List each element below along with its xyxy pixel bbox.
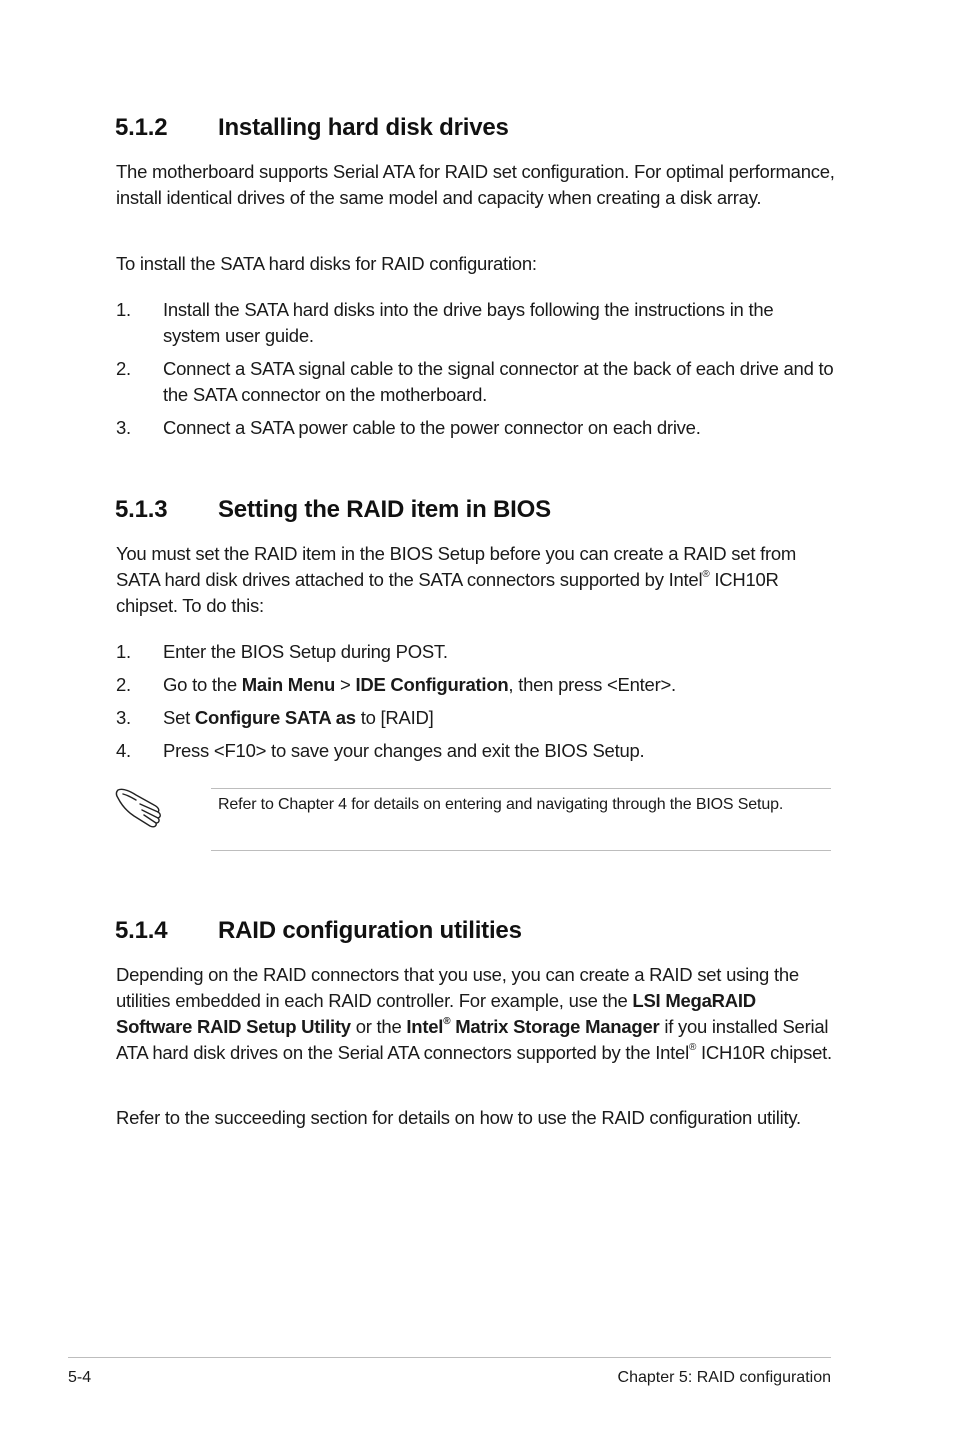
- text-run: >: [335, 674, 356, 695]
- paragraph-intro: [116, 962, 836, 1066]
- product-name: Matrix Storage Manager: [450, 1016, 660, 1037]
- chapter-title: Chapter 5: RAID configuration: [617, 1369, 831, 1386]
- text-run: ICH10R chipset.: [696, 1042, 832, 1063]
- list-number: 4.: [116, 740, 131, 761]
- registered-mark: ®: [688, 1041, 697, 1053]
- text-run: Depending on the RAID connectors that you use, you can create a RAID set using the utilities embedded in each RAID controller. For example, use the: [116, 964, 799, 1011]
- section-title: Setting the RAID item in BIOS: [218, 496, 551, 523]
- paragraph-intro: [116, 541, 836, 619]
- list-number: 3.: [116, 417, 131, 438]
- section-number: 5.1.4: [115, 917, 168, 944]
- list-number: 1.: [116, 299, 131, 320]
- list-text: [163, 672, 835, 698]
- list-text: Press <F10> to save your changes and exit the BIOS Setup.: [163, 740, 645, 761]
- text-run: Go to the: [163, 674, 242, 695]
- page-number: 5-4: [68, 1369, 92, 1386]
- paragraph-intro: The motherboard supports Serial ATA for RAID set configuration. For optimal performance, install identical drives of the same model and capacity when creating a disk array.: [116, 161, 835, 208]
- list-number: 2.: [116, 358, 131, 379]
- registered-mark: ®: [702, 568, 710, 580]
- setting-name: Configure SATA as: [194, 707, 356, 728]
- product-name: Intel: [406, 1016, 444, 1037]
- text-run: or the: [350, 1016, 407, 1037]
- text-run: Set: [163, 707, 195, 728]
- list-number: 3.: [116, 707, 131, 728]
- registered-mark: ®: [443, 1015, 451, 1027]
- section-heading-5-1-3: [115, 496, 551, 524]
- product-name: LSI MegaRAID Software RAID Setup Utility: [116, 990, 756, 1037]
- text-run: to [RAID]: [355, 707, 434, 728]
- text-run: ICH10R chipset. To do this:: [116, 569, 779, 616]
- menu-name: Main Menu: [241, 674, 336, 695]
- paragraph-closing: Refer to the succeeding section for details on how to use the RAID configuration utility.: [116, 1107, 801, 1128]
- hand-pointer-icon: [114, 784, 172, 828]
- section-number: 5.1.2: [115, 114, 168, 141]
- text-run: , then press <Enter>.: [508, 674, 676, 695]
- list-text: Connect a SATA power cable to the power connector on each drive.: [163, 417, 701, 438]
- note-bottom-rule: [211, 850, 831, 851]
- list-number: 1.: [116, 641, 131, 662]
- list-text: Enter the BIOS Setup during POST.: [163, 641, 448, 662]
- section-heading-5-1-4: [115, 917, 522, 945]
- section-title: RAID configuration utilities: [218, 917, 522, 944]
- list-text: [163, 705, 835, 731]
- section-number: 5.1.3: [115, 496, 168, 523]
- section-title: Installing hard disk drives: [218, 114, 509, 141]
- text-run: You must set the RAID item in the BIOS Setup before you can create a RAID set from SATA hard disk drives attached to the SATA connectors supported by Intel: [116, 543, 797, 590]
- text-run: if you installed Serial ATA hard disk drives on the Serial ATA connectors supported by the Intel: [116, 1016, 829, 1063]
- section-heading-5-1-2: [115, 114, 509, 142]
- note-text: Refer to Chapter 4 for details on entering and navigating through the BIOS Setup.: [218, 796, 784, 813]
- paragraph-lead: To install the SATA hard disks for RAID configuration:: [116, 253, 537, 274]
- footer-rule: [68, 1357, 831, 1358]
- note-top-rule: [211, 788, 831, 789]
- list-text: Connect a SATA signal cable to the signal connector at the back of each drive and to the SATA connector on the motherboard.: [163, 358, 834, 405]
- list-number: 2.: [116, 674, 131, 695]
- menu-name: IDE Configuration: [355, 674, 509, 695]
- list-text: Install the SATA hard disks into the drive bays following the instructions in the system user guide.: [163, 299, 774, 346]
